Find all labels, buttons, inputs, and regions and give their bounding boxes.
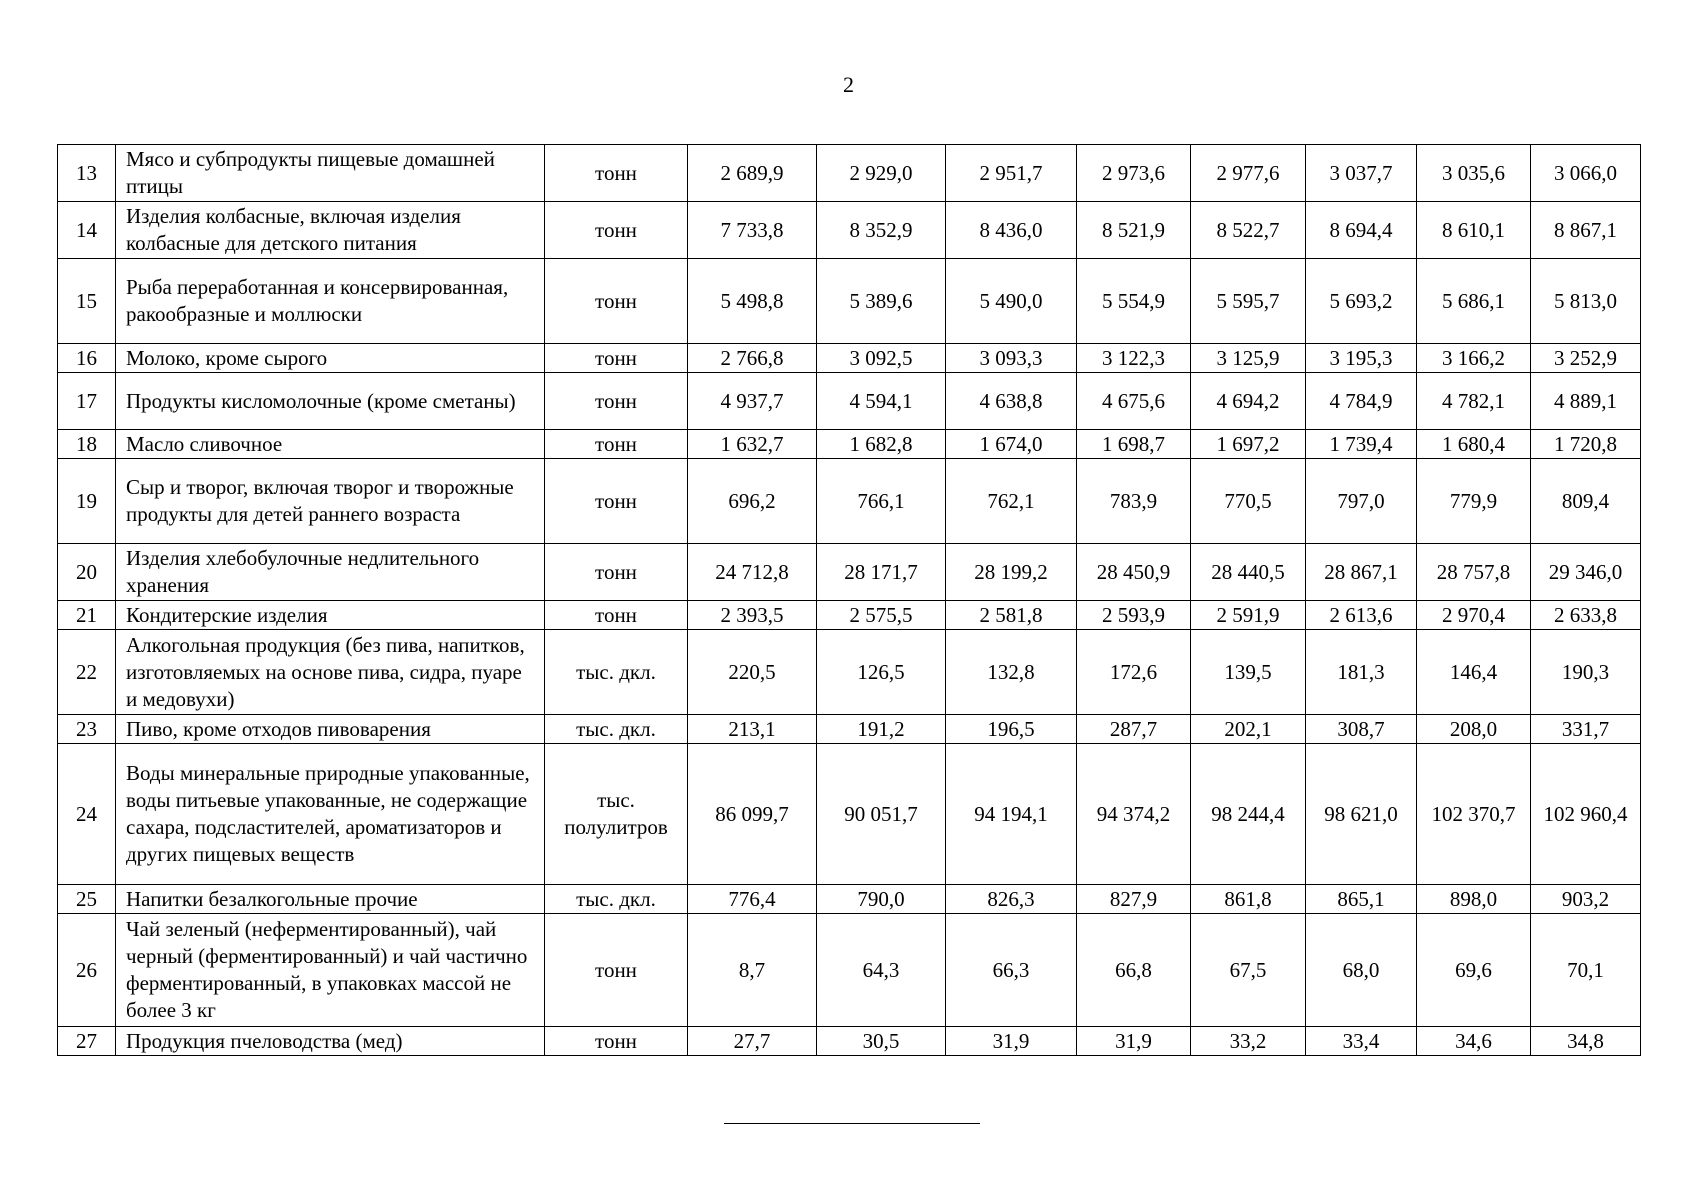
value-cell: 69,6 (1417, 914, 1531, 1027)
value-cell: 34,8 (1531, 1027, 1641, 1056)
table-row (58, 1027, 1641, 1056)
value-cell: 8 521,9 (1077, 202, 1191, 259)
value-cell: 5 554,9 (1077, 259, 1191, 344)
value-cell: 790,0 (817, 885, 946, 914)
value-cell: 98 244,4 (1191, 744, 1306, 885)
value-cell: 2 591,9 (1191, 601, 1306, 630)
row-number: 24 (58, 744, 116, 885)
table-row (58, 601, 1641, 630)
table-row (58, 202, 1641, 259)
page-number: 2 (843, 72, 854, 97)
value-cell: 102 370,7 (1417, 744, 1531, 885)
unit-cell: тонн (545, 344, 688, 373)
value-cell: 3 195,3 (1306, 344, 1417, 373)
value-cell: 826,3 (946, 885, 1077, 914)
table-row (58, 145, 1641, 202)
value-cell: 102 960,4 (1531, 744, 1641, 885)
value-cell: 30,5 (817, 1027, 946, 1056)
value-cell: 181,3 (1306, 630, 1417, 715)
value-cell: 7 733,8 (688, 202, 817, 259)
table-row (58, 459, 1641, 544)
unit-cell: тонн (545, 459, 688, 544)
unit-cell: тонн (545, 259, 688, 344)
product-name: Рыба переработанная и консервированная, ракообразные и моллюски (116, 259, 545, 344)
value-cell: 28 450,9 (1077, 544, 1191, 601)
row-number: 23 (58, 715, 116, 744)
value-cell: 28 171,7 (817, 544, 946, 601)
value-cell: 809,4 (1531, 459, 1641, 544)
value-cell: 126,5 (817, 630, 946, 715)
table-body (58, 145, 1641, 1056)
value-cell: 4 638,8 (946, 373, 1077, 430)
value-cell: 8 436,0 (946, 202, 1077, 259)
product-name: Продукты кисломолочные (кроме сметаны) (116, 373, 545, 430)
row-number: 22 (58, 630, 116, 715)
product-name: Мясо и субпродукты пищевые домашней птицы (116, 145, 545, 202)
row-number: 20 (58, 544, 116, 601)
value-cell: 3 166,2 (1417, 344, 1531, 373)
value-cell: 4 594,1 (817, 373, 946, 430)
value-cell: 5 686,1 (1417, 259, 1531, 344)
row-number: 27 (58, 1027, 116, 1056)
value-cell: 66,8 (1077, 914, 1191, 1027)
product-name: Изделия хлебобулочные недлительного хранения (116, 544, 545, 601)
value-cell: 2 929,0 (817, 145, 946, 202)
value-cell: 766,1 (817, 459, 946, 544)
unit-cell: тыс. дкл. (545, 715, 688, 744)
table-row (58, 259, 1641, 344)
value-cell: 8 522,7 (1191, 202, 1306, 259)
value-cell: 68,0 (1306, 914, 1417, 1027)
value-cell: 903,2 (1531, 885, 1641, 914)
value-cell: 94 194,1 (946, 744, 1077, 885)
value-cell: 2 575,5 (817, 601, 946, 630)
value-cell: 2 951,7 (946, 145, 1077, 202)
value-cell: 8 867,1 (1531, 202, 1641, 259)
value-cell: 3 035,6 (1417, 145, 1531, 202)
value-cell: 98 621,0 (1306, 744, 1417, 885)
value-cell: 861,8 (1191, 885, 1306, 914)
value-cell: 27,7 (688, 1027, 817, 1056)
value-cell: 33,2 (1191, 1027, 1306, 1056)
value-cell: 3 092,5 (817, 344, 946, 373)
value-cell: 4 675,6 (1077, 373, 1191, 430)
value-cell: 1 680,4 (1417, 430, 1531, 459)
value-cell: 29 346,0 (1531, 544, 1641, 601)
table-row (58, 744, 1641, 885)
value-cell: 8 352,9 (817, 202, 946, 259)
value-cell: 2 766,8 (688, 344, 817, 373)
value-cell: 64,3 (817, 914, 946, 1027)
value-cell: 86 099,7 (688, 744, 817, 885)
product-name: Алкогольная продукция (без пива, напитков, изготовляемых на основе пива, сидра, пуаре и медовухи) (116, 630, 545, 715)
table-row (58, 430, 1641, 459)
unit-cell: тонн (545, 373, 688, 430)
unit-cell: тыс. дкл. (545, 885, 688, 914)
value-cell: 5 490,0 (946, 259, 1077, 344)
table-row (58, 914, 1641, 1027)
value-cell: 779,9 (1417, 459, 1531, 544)
table-row (58, 373, 1641, 430)
value-cell: 4 937,7 (688, 373, 817, 430)
value-cell: 3 122,3 (1077, 344, 1191, 373)
value-cell: 3 066,0 (1531, 145, 1641, 202)
value-cell: 770,5 (1191, 459, 1306, 544)
product-name: Продукция пчеловодства (мед) (116, 1027, 545, 1056)
row-number: 15 (58, 259, 116, 344)
value-cell: 33,4 (1306, 1027, 1417, 1056)
row-number: 16 (58, 344, 116, 373)
table-row (58, 630, 1641, 715)
value-cell: 696,2 (688, 459, 817, 544)
value-cell: 308,7 (1306, 715, 1417, 744)
product-name: Сыр и творог, включая творог и творожные продукты для детей раннего возраста (116, 459, 545, 544)
value-cell: 24 712,8 (688, 544, 817, 601)
product-name: Масло сливочное (116, 430, 545, 459)
value-cell: 28 199,2 (946, 544, 1077, 601)
value-cell: 1 682,8 (817, 430, 946, 459)
value-cell: 220,5 (688, 630, 817, 715)
value-cell: 2 973,6 (1077, 145, 1191, 202)
value-cell: 3 252,9 (1531, 344, 1641, 373)
product-name: Напитки безалкогольные прочие (116, 885, 545, 914)
value-cell: 865,1 (1306, 885, 1417, 914)
value-cell: 139,5 (1191, 630, 1306, 715)
row-number: 26 (58, 914, 116, 1027)
value-cell: 2 633,8 (1531, 601, 1641, 630)
value-cell: 213,1 (688, 715, 817, 744)
row-number: 13 (58, 145, 116, 202)
value-cell: 5 389,6 (817, 259, 946, 344)
value-cell: 762,1 (946, 459, 1077, 544)
table-row (58, 885, 1641, 914)
unit-cell: тонн (545, 145, 688, 202)
value-cell: 28 867,1 (1306, 544, 1417, 601)
value-cell: 5 595,7 (1191, 259, 1306, 344)
row-number: 14 (58, 202, 116, 259)
product-name: Кондитерские изделия (116, 601, 545, 630)
footer-divider (724, 1123, 980, 1124)
value-cell: 2 689,9 (688, 145, 817, 202)
value-cell: 94 374,2 (1077, 744, 1191, 885)
value-cell: 172,6 (1077, 630, 1191, 715)
value-cell: 8,7 (688, 914, 817, 1027)
value-cell: 70,1 (1531, 914, 1641, 1027)
value-cell: 190,3 (1531, 630, 1641, 715)
value-cell: 196,5 (946, 715, 1077, 744)
value-cell: 2 393,5 (688, 601, 817, 630)
value-cell: 132,8 (946, 630, 1077, 715)
unit-cell: тыс. полулитров (545, 744, 688, 885)
value-cell: 2 593,9 (1077, 601, 1191, 630)
value-cell: 2 977,6 (1191, 145, 1306, 202)
table-row (58, 544, 1641, 601)
product-name: Молоко, кроме сырого (116, 344, 545, 373)
unit-cell: тонн (545, 601, 688, 630)
value-cell: 2 613,6 (1306, 601, 1417, 630)
value-cell: 331,7 (1531, 715, 1641, 744)
value-cell: 5 498,8 (688, 259, 817, 344)
value-cell: 1 698,7 (1077, 430, 1191, 459)
row-number: 21 (58, 601, 116, 630)
value-cell: 1 632,7 (688, 430, 817, 459)
value-cell: 4 694,2 (1191, 373, 1306, 430)
value-cell: 8 610,1 (1417, 202, 1531, 259)
unit-cell: тонн (545, 1027, 688, 1056)
value-cell: 898,0 (1417, 885, 1531, 914)
value-cell: 797,0 (1306, 459, 1417, 544)
value-cell: 202,1 (1191, 715, 1306, 744)
unit-cell: тонн (545, 914, 688, 1027)
value-cell: 3 037,7 (1306, 145, 1417, 202)
unit-cell: тонн (545, 430, 688, 459)
value-cell: 31,9 (1077, 1027, 1191, 1056)
value-cell: 783,9 (1077, 459, 1191, 544)
unit-cell: тыс. дкл. (545, 630, 688, 715)
value-cell: 1 674,0 (946, 430, 1077, 459)
product-name: Воды минеральные природные упакованные, воды питьевые упакованные, не содержащие сахара, подсластителей, ароматизаторов и других пищевых веществ (116, 744, 545, 885)
unit-cell: тонн (545, 202, 688, 259)
value-cell: 146,4 (1417, 630, 1531, 715)
value-cell: 5 693,2 (1306, 259, 1417, 344)
value-cell: 3 093,3 (946, 344, 1077, 373)
product-name: Чай зеленый (неферментированный), чай черный (ферментированный) и чай частично ферментированный, в упаковках массой не более 3 кг (116, 914, 545, 1027)
value-cell: 1 720,8 (1531, 430, 1641, 459)
value-cell: 5 813,0 (1531, 259, 1641, 344)
product-name: Пиво, кроме отходов пивоварения (116, 715, 545, 744)
value-cell: 776,4 (688, 885, 817, 914)
table-row (58, 344, 1641, 373)
value-cell: 2 581,8 (946, 601, 1077, 630)
value-cell: 4 782,1 (1417, 373, 1531, 430)
value-cell: 28 757,8 (1417, 544, 1531, 601)
value-cell: 67,5 (1191, 914, 1306, 1027)
value-cell: 31,9 (946, 1027, 1077, 1056)
production-table (57, 144, 1641, 1056)
value-cell: 1 739,4 (1306, 430, 1417, 459)
row-number: 19 (58, 459, 116, 544)
value-cell: 287,7 (1077, 715, 1191, 744)
row-number: 18 (58, 430, 116, 459)
table-row (58, 715, 1641, 744)
value-cell: 34,6 (1417, 1027, 1531, 1056)
row-number: 25 (58, 885, 116, 914)
value-cell: 4 889,1 (1531, 373, 1641, 430)
value-cell: 3 125,9 (1191, 344, 1306, 373)
value-cell: 208,0 (1417, 715, 1531, 744)
value-cell: 90 051,7 (817, 744, 946, 885)
value-cell: 827,9 (1077, 885, 1191, 914)
unit-cell: тонн (545, 544, 688, 601)
value-cell: 4 784,9 (1306, 373, 1417, 430)
value-cell: 191,2 (817, 715, 946, 744)
product-name: Изделия колбасные, включая изделия колбасные для детского питания (116, 202, 545, 259)
row-number: 17 (58, 373, 116, 430)
value-cell: 1 697,2 (1191, 430, 1306, 459)
value-cell: 28 440,5 (1191, 544, 1306, 601)
value-cell: 66,3 (946, 914, 1077, 1027)
value-cell: 8 694,4 (1306, 202, 1417, 259)
value-cell: 2 970,4 (1417, 601, 1531, 630)
